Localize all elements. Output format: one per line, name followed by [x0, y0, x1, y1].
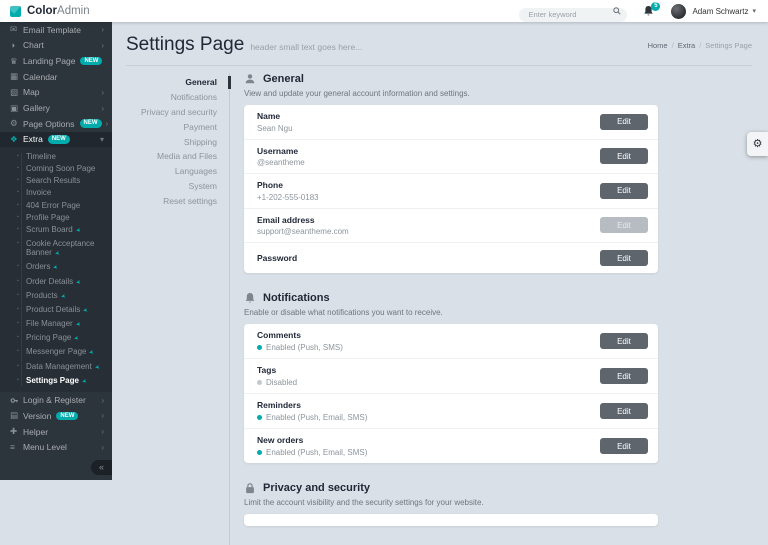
brand-logo-icon: [10, 6, 21, 17]
notifications-card: [244, 324, 658, 463]
bullet-icon: ▪: [17, 277, 19, 284]
bullet-icon: ▪: [17, 334, 19, 341]
bullet-icon: ▪: [17, 165, 19, 172]
settings-row-new-orders: [244, 429, 658, 463]
sidebar-subitem-search-results[interactable]: ▪ Search Results: [17, 176, 81, 186]
gift-icon: ❖: [10, 133, 18, 144]
chevron-right-icon: ›: [101, 40, 104, 50]
bell-icon: [244, 292, 256, 304]
sidebar-item-helper[interactable]: ✚ Helper ›: [10, 426, 104, 437]
paper-plane-icon: ➤: [88, 350, 95, 357]
sidebar-item-version[interactable]: ▤ Version NEW ›: [10, 410, 104, 421]
sidebar-subitem-product-details[interactable]: ▪ Product Details ➤: [17, 304, 89, 315]
settings-nav-notifications[interactable]: Notifications: [170, 92, 217, 103]
topbar: [0, 0, 768, 22]
sidebar-subitem-coming-soon-page[interactable]: ▪ Coming Soon Page: [17, 164, 96, 174]
row-label: Phone: [257, 180, 283, 190]
section-notifications: [244, 292, 658, 463]
row-label: Name: [257, 111, 281, 121]
row-value: @seantheme: [257, 158, 305, 167]
bullet-icon: ▪: [17, 263, 19, 270]
main-content: [112, 22, 768, 507]
edit-reminders-button[interactable]: Edit: [600, 403, 648, 419]
search-input[interactable]: [519, 8, 627, 22]
settings-nav-languages[interactable]: Languages: [174, 166, 217, 177]
section-description: Limit the account visibility and the security settings for your website.: [244, 498, 484, 507]
settings-nav-media-and-files[interactable]: Media and Files: [156, 151, 217, 162]
section-description: View and update your general account information and settings.: [244, 89, 470, 98]
section-general: [244, 73, 658, 273]
gear-icon: ⚙: [752, 137, 763, 150]
edit-email-button: Edit: [600, 217, 648, 233]
settings-row-name: [244, 105, 658, 140]
general-card: [244, 105, 658, 273]
breadcrumb-current: Settings Page: [705, 41, 752, 50]
sidebar-subitem-orders[interactable]: ▪ Orders ➤: [17, 262, 59, 272]
row-value: support@seantheme.com: [257, 227, 349, 236]
image-icon: ▣: [10, 102, 19, 113]
section-title: General: [263, 73, 304, 85]
edit-password-button[interactable]: Edit: [600, 250, 648, 266]
calendar-icon: ▦: [10, 71, 19, 82]
sidebar-subitem-settings-page[interactable]: ▪ Settings Page ➤: [17, 375, 88, 386]
status-text: Enabled (Push, Email, SMS): [266, 448, 368, 457]
sidebar-item-map[interactable]: ▧ Map ›: [10, 86, 104, 98]
bullet-icon: ▪: [17, 177, 19, 184]
sidebar-subitem-404-error-page[interactable]: ▪ 404 Error Page: [17, 200, 81, 210]
settings-row-password: [244, 243, 658, 273]
sidebar-item-page-options[interactable]: ⚙ Page Options NEW ›: [10, 118, 109, 129]
row-label: New orders: [257, 435, 304, 445]
paper-plane-icon: ➤: [54, 250, 61, 258]
paper-plane-icon: ➤: [75, 279, 82, 286]
brand-name-light: Admin: [57, 5, 90, 17]
paper-plane-icon: ➤: [94, 364, 101, 372]
breadcrumb-separator: /: [671, 41, 674, 50]
sidebar-subitem-scrum-board[interactable]: ▪ Scrum Board ➤: [17, 224, 82, 235]
sidebar-subitem-timeline[interactable]: ▪ Timeline: [17, 151, 56, 161]
key-icon: [10, 396, 23, 405]
row-label: Password: [257, 253, 298, 263]
sidebar-item-menu-level[interactable]: ≡ Menu Level ›: [10, 442, 104, 453]
breadcrumb-home[interactable]: Home: [647, 41, 668, 50]
chevron-right-icon: ›: [101, 103, 104, 113]
chevron-right-icon: ›: [101, 87, 104, 97]
settings-row-username: [244, 140, 658, 175]
sidebar-subitem-cookie-acceptance-banner[interactable]: ▪ Cookie Acceptance Banner ➤: [17, 239, 95, 258]
row-label: Email address: [257, 214, 315, 225]
lock-icon: [244, 482, 256, 494]
sidebar-subitem-order-details[interactable]: ▪ Order Details ➤: [17, 276, 82, 286]
settings-nav-shipping[interactable]: Shipping: [183, 136, 217, 147]
bullet-icon: ▪: [17, 291, 19, 298]
edit-comments-button[interactable]: Edit: [600, 333, 648, 349]
privacy-card: [244, 514, 658, 526]
sidebar-item-email-template[interactable]: ✉ Email Template ›: [10, 24, 104, 35]
notification-badge: 5: [651, 2, 660, 11]
status-text: Enabled (Push, Email, SMS): [266, 413, 368, 422]
chevron-right-icon: ›: [101, 395, 104, 405]
edit-new-orders-button[interactable]: Edit: [600, 438, 648, 454]
bullet-icon: ▪: [17, 376, 19, 383]
sidebar-item-gallery[interactable]: ▣ Gallery ›: [10, 102, 104, 114]
pie-chart-icon: ◑: [10, 40, 16, 51]
status-dot-enabled: [257, 450, 262, 455]
breadcrumb: [648, 41, 752, 50]
chevron-right-icon: ›: [101, 427, 104, 437]
sidebar-item-chart[interactable]: ◑ Chart ›: [10, 40, 104, 51]
status-dot-enabled: [257, 415, 262, 420]
new-badge: NEW: [56, 412, 78, 421]
sidebar-item-landing-page[interactable]: ♛ Landing Page NEW: [0, 53, 112, 69]
chevron-right-icon: ›: [101, 442, 104, 452]
row-label: Comments: [257, 330, 301, 340]
edit-tags-button[interactable]: Edit: [600, 368, 648, 384]
sidebar-minify-button[interactable]: «: [91, 460, 112, 475]
edit-name-button[interactable]: Edit: [600, 114, 648, 130]
row-label: Username: [257, 145, 299, 156]
settings-row-comments: [244, 324, 658, 359]
bullet-icon: ▪: [17, 152, 19, 159]
new-badge: NEW: [48, 135, 70, 144]
settings-nav-reset-settings[interactable]: Reset settings: [163, 195, 217, 206]
bullet-icon: ▪: [17, 320, 19, 327]
search-icon[interactable]: [613, 7, 621, 15]
sidebar-subitem-file-manager[interactable]: ▪ File Manager ➤: [17, 319, 82, 329]
chevron-right-icon: ›: [101, 25, 104, 35]
section-title: Privacy and security: [263, 482, 371, 494]
brand[interactable]: [0, 5, 112, 17]
chevron-right-icon: ›: [105, 119, 109, 129]
medkit-icon: ✚: [10, 426, 18, 437]
chevron-down-icon: ▾: [99, 134, 104, 144]
sidebar-subitem-profile-page[interactable]: ▪ Profile Page: [17, 212, 70, 222]
bullet-icon: ▪: [17, 240, 19, 247]
breadcrumb-extra[interactable]: Extra: [677, 41, 696, 50]
list-icon: ≡: [10, 442, 15, 453]
edit-username-button[interactable]: Edit: [600, 148, 648, 164]
bullet-icon: ▪: [17, 348, 19, 355]
theme-settings-button[interactable]: [747, 132, 768, 156]
settings-row-tags: [244, 359, 658, 394]
page-title: Settings Page: [126, 34, 245, 55]
notifications-button[interactable]: [643, 2, 658, 18]
sidebar-subitem-invoice[interactable]: ▪ Invoice: [17, 188, 52, 198]
paper-plane-icon: ➤: [52, 264, 59, 272]
sidebar-subitem-data-management[interactable]: ▪ Data Management ➤: [17, 361, 101, 372]
settings-nav-payment[interactable]: Payment: [183, 121, 217, 132]
settings-row-email: [244, 209, 658, 244]
breadcrumb-separator: /: [699, 41, 702, 50]
sidebar-item-calendar[interactable]: ▦ Calendar: [10, 71, 58, 82]
bullet-icon: ▪: [17, 362, 19, 369]
brand-name-bold: Color: [27, 5, 58, 17]
user-name[interactable]: Adam Schwartz: [692, 6, 749, 16]
settings-row-reminders: [244, 394, 658, 429]
row-value: +1-202-555-0183: [257, 192, 319, 202]
user-icon: [244, 73, 256, 85]
sidebar-item-login-register[interactable]: Login & Register ›: [0, 392, 112, 408]
header-divider: [126, 65, 752, 66]
envelope-icon: ✉: [10, 24, 18, 35]
edit-phone-button[interactable]: Edit: [600, 183, 648, 199]
paper-plane-icon: ➤: [59, 293, 67, 301]
chevron-right-icon: ›: [101, 411, 104, 421]
section-description: Enable or disable what notifications you want to receive.: [244, 308, 443, 317]
brand-name: [27, 5, 90, 17]
map-icon: ▧: [10, 86, 19, 97]
sidebar-submenu-extra: [0, 147, 112, 392]
search-box: [519, 4, 627, 18]
new-badge: NEW: [80, 119, 102, 128]
gears-icon: ⚙: [10, 118, 18, 129]
page-subtitle: header small text goes here...: [250, 42, 363, 52]
bullet-icon: ▪: [17, 225, 19, 232]
section-privacy-and-security: [244, 482, 658, 526]
sidebar-item-extra[interactable]: ❖ Extra NEW ▾: [0, 132, 112, 148]
sidebar-subitem-messenger-page[interactable]: ▪ Messenger Page ➤: [17, 347, 95, 357]
new-badge: NEW: [80, 57, 102, 66]
row-label: Tags: [257, 365, 277, 375]
user-avatar[interactable]: [671, 4, 686, 19]
settings-nav: [126, 73, 230, 545]
row-value: Sean Ngu: [257, 123, 293, 133]
settings-nav-privacy-and-security[interactable]: Privacy and security: [140, 106, 217, 117]
status-dot-disabled: [257, 380, 262, 385]
status-text: Disabled: [266, 378, 298, 387]
bullet-icon: ▪: [17, 305, 19, 312]
paper-plane-icon: ➤: [82, 307, 89, 315]
row-label: Reminders: [257, 400, 301, 410]
status-dot-enabled: [257, 345, 262, 350]
sidebar-subitem-products[interactable]: ▪ Products ➤: [17, 290, 67, 301]
bullet-icon: ▪: [17, 189, 19, 196]
settings-nav-general[interactable]: General: [126, 75, 229, 90]
paper-plane-icon: ➤: [75, 227, 82, 235]
settings-nav-system[interactable]: System: [188, 180, 217, 191]
sidebar: [0, 22, 112, 480]
paper-plane-icon: ➤: [81, 378, 88, 386]
paper-plane-icon: ➤: [73, 335, 80, 343]
paper-plane-icon: ➤: [75, 321, 82, 329]
bullet-icon: ▪: [17, 213, 19, 220]
bullet-icon: ▪: [17, 201, 19, 208]
chevron-down-icon: ▾: [752, 8, 756, 15]
crown-icon: ♛: [10, 55, 18, 66]
section-title: Notifications: [263, 292, 330, 304]
status-text: Enabled (Push, SMS): [266, 343, 343, 352]
sidebar-subitem-pricing-page[interactable]: ▪ Pricing Page ➤: [17, 333, 80, 343]
settings-row-phone: [244, 174, 658, 209]
cubes-icon: ▤: [10, 410, 19, 421]
